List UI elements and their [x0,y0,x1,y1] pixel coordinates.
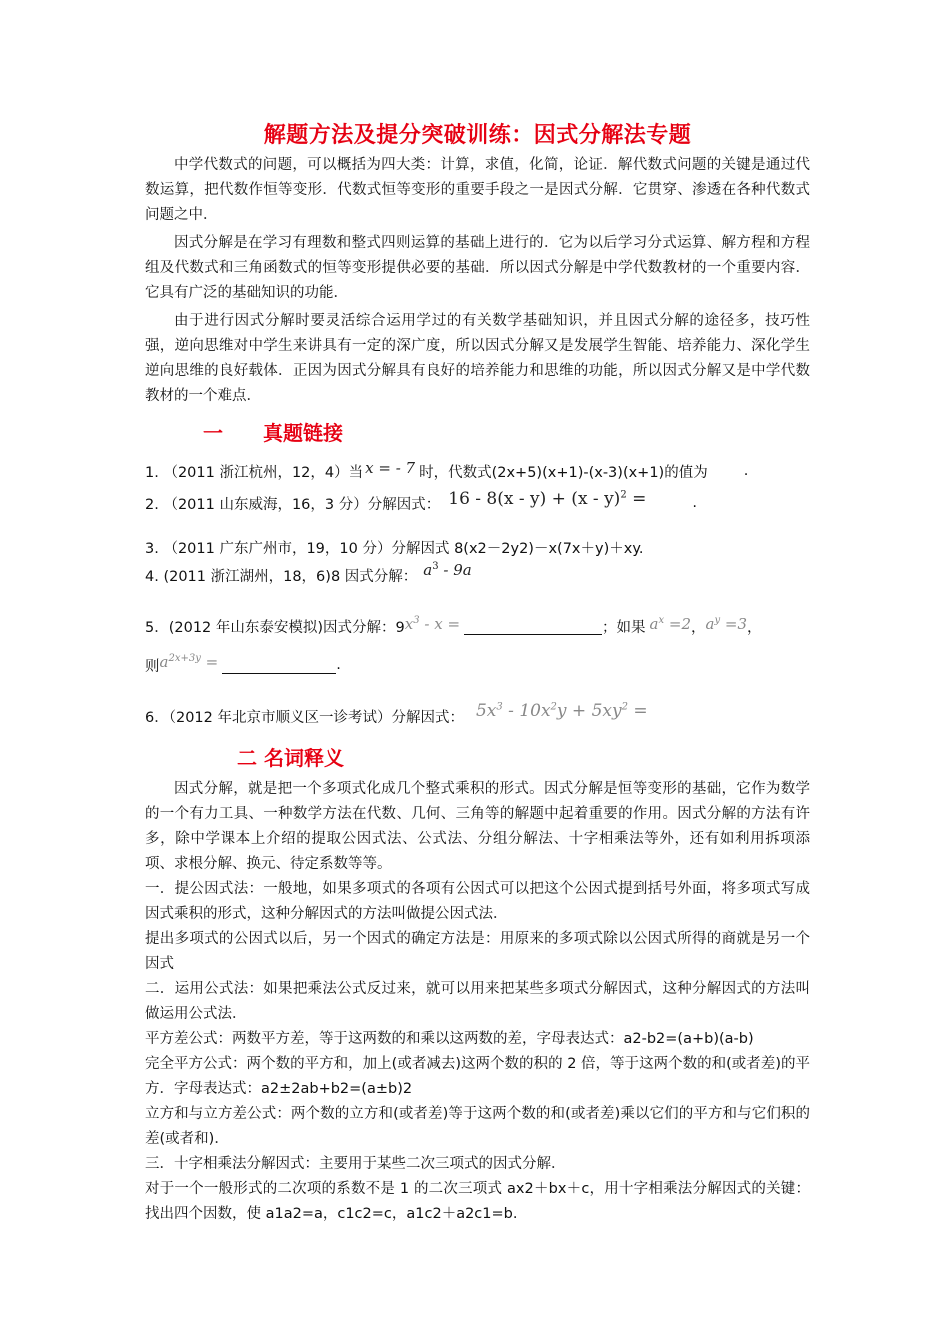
difference-of-squares: 平方差公式：两数平方差，等于这两数的和乘以这两数的差，字母表达式：a2-b2=(a+b)(a-b) [145,1031,754,1047]
q6-exp-2: 2 [550,701,557,713]
q5-answer-blank-1[interactable] [464,618,602,635]
q5-base-1: x [404,615,414,633]
method-2-paragraph: 二．运用公式法：如果把乘法公式反过来，就可以用来把某些多项式分解因式，这种分解因式的方法叫做运用公式法． [145,981,810,1022]
question-5 [145,611,810,641]
q1-prefix: 1. （2011 浙江杭州，12，4）当 [145,464,364,481]
q5-math-4 [160,653,219,671]
q2-exponent: 2 [620,489,627,501]
question-2 [145,485,810,521]
question-5-line-2 [145,649,810,681]
q5-math-2 [650,615,691,633]
q4-exponent: 3 [432,561,439,572]
q5-rest-4: = [200,653,219,671]
section-number: 一 [203,421,223,445]
q4-prefix: 4. (2011 浙江湖州，18，6)8 因式分解： [145,568,418,585]
q1-middle: 时，代数式(2x+5)(x+1)-(x-3)(x+1)的值为 [419,464,708,481]
q5-base-3: a [705,615,715,633]
q5-exp-2: x [658,615,665,626]
cross-multiplication: 对于一个一般形式的二次项的系数不是 1 的二次三项式 ax2＋bx＋c，用十字相乘法分解因式的关键：找出四个因数，使 a1a2=a，c1c2=c，a1c2＋a2c1=b. [145,1181,810,1222]
q4-math [423,561,471,579]
q6-math [476,701,648,721]
q5-line2-prefix: 则 [145,658,160,675]
q5-math-1 [405,615,460,633]
q5-exp-4: 2x+3y [168,653,201,664]
method-1-note: 提出多项式的公因式以后，另一个因式的确定方法是：用原来的多项式除以公因式所得的商就是另一个因式 [145,931,810,972]
question-1 [145,457,810,485]
q5-rest-2: =2 [664,615,692,633]
section-title: 真题链接 [263,421,343,445]
question-4 [145,561,810,589]
intro-paragraph-2: 因式分解是在学习有理数和整式四则运算的基础上进行的．它为以后学习分式运算、解方程和方程组及代数式和三角函数式的恒等变形提供必要的基础．所以因式分解是中学代数教材的一个重要内容．它具有广泛的基础知识的功能． [145,235,810,301]
q5-prefix: 5．(2012 年山东泰安模拟)因式分解：9 [145,619,405,636]
question-3: 3. （2011 广东广州市，19，10 分）分解因式 8(x2－2y2)－x(7x＋y)＋xy. [145,540,644,557]
q6-prefix: 6．（2012 年北京市顺义区一诊考试）分解因式： [145,709,464,726]
q1-math: x = - 7 [365,459,416,477]
q6-term-2: - 10x [502,701,551,721]
q5-math-3 [706,615,748,633]
q5-end: ， [747,619,762,636]
question-6 [145,699,810,733]
method-1-paragraph: 一．提公因式法：一般地，如果多项式的各项有公因式可以把这个公因式提到括号外面，将多项式写成因式乘积的形式，这种分解因式的方法叫做提公因式法． [145,881,810,922]
definition-paragraph: 因式分解，就是把一个多项式化成几个整式乘积的形式。因式分解是恒等变形的基础，它作为数学的一个有力工具、一种数学方法在代数、几何、三角等的解题中起着重要的作用。因式分解的方法有许多，除中学课本上介绍的提取公因式法、公式法、分组分解法、十字相乘法等外，还有如利用拆项添项、求根分解、换元、待定系数等等。 [145,781,810,872]
q5-exp-3: y [714,615,721,626]
q1-suffix: . [743,463,749,479]
q6-term-3: y + 5xy [556,701,622,721]
q6-term-1: 5x [475,701,497,721]
q2-expression: 16 - 8(x - y) + (x - y) [448,489,621,509]
intro-paragraph-1: 中学代数式的问题，可以概括为四大类：计算，求值，化简，论证．解代数式问题的关键是通过代数运算，把代数作恒等变形．代数式恒等变形的重要手段之一是因式分解．它贯穿、渗透在各种代数式问题之中． [145,157,810,223]
document-title: 解题方法及提分突破训练：因式分解法专题 [263,123,692,148]
section-heading-1 [145,413,810,453]
q6-equals: = [627,701,648,721]
sum-difference-of-cubes: 立方和与立方差公式：两个数的立方和(或者差)等于这两个数的和(或者差)乘以它们的平方和与它们积的差(或者和)． [145,1106,810,1147]
q2-math [448,489,646,509]
q4-term: - 9a [438,561,472,579]
q6-exp-1: 3 [496,701,503,713]
q2-equals: = [626,489,647,509]
q5-exp-1: 3 [413,615,420,626]
q5-comma: ， [691,619,706,636]
section-heading-2: 二 名词释义 [237,746,344,770]
q5-line2-suffix: . [336,657,341,673]
q2-suffix: . [692,495,697,511]
q5-rest-3: =3 [720,615,748,633]
q6-exp-3: 2 [621,701,628,713]
q5-base-2: a [649,615,659,633]
document-page [145,118,810,1227]
perfect-square: 完全平方公式：两个数的平方和，加上(或者减去)这两个数的积的 2 倍，等于这两个数的和(或者差)的平方．字母表达式：a2±2ab+b2=(a±b)2 [145,1056,810,1097]
intro-paragraph-3: 由于进行因式分解时要灵活综合运用学过的有关数学基础知识，并且因式分解的途径多，技巧性强，逆向思维对中学生来讲具有一定的深广度，所以因式分解又是发展学生智能、培养能力、深化学生逆向思维的良好载体．正因为因式分解具有良好的培养能力和思维的功能，所以因式分解又是中学代数教材的一个难点． [145,313,810,404]
q4-base: a [423,561,433,579]
q5-rest-1: - x = [419,615,461,633]
q5-answer-blank-2[interactable] [222,657,336,674]
q5-mid: ；如果 [602,619,646,636]
q2-prefix: 2. （2011 山东威海，16，3 分）分解因式： [145,496,441,513]
method-3-paragraph: 三．十字相乘法分解因式：主要用于某些二次三项式的因式分解． [145,1156,566,1172]
q5-base-4: a [159,653,169,671]
